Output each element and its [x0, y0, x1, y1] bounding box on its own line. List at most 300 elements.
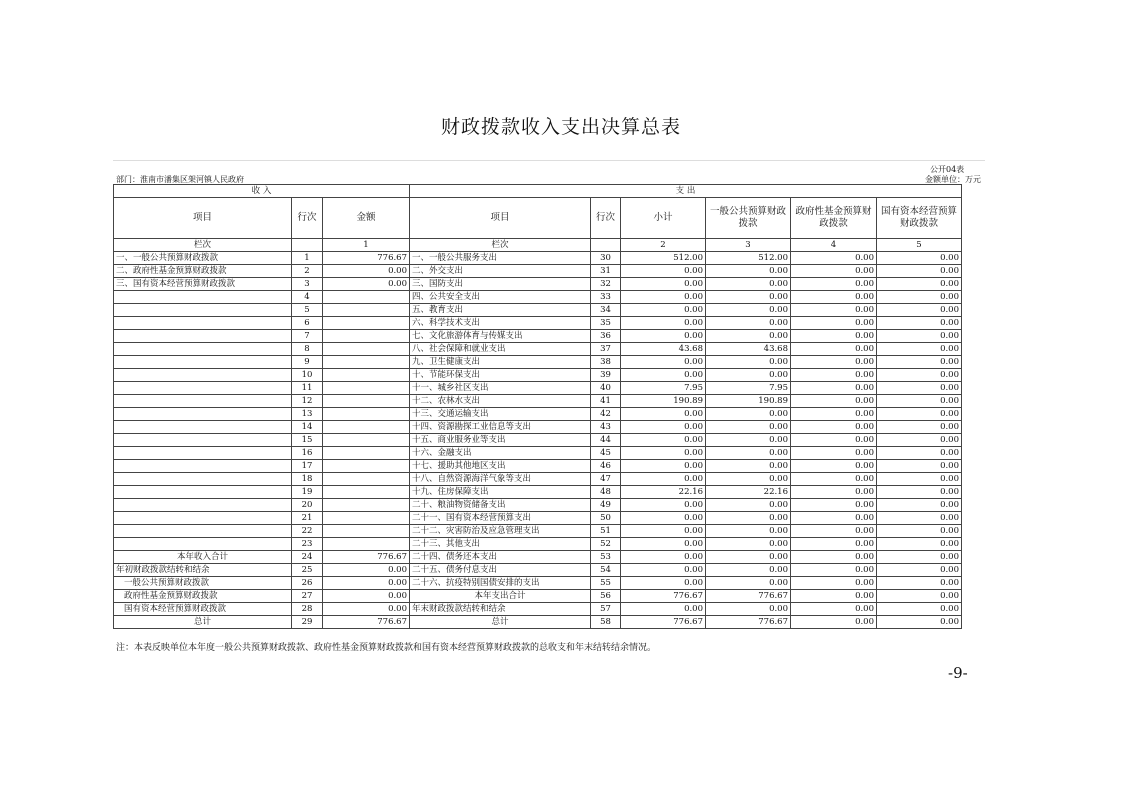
- income-amount: 776.67: [323, 252, 410, 265]
- expense-row-no: 55: [591, 577, 621, 590]
- expense-subtotal: 43.68: [621, 343, 706, 356]
- expense-row-no: 42: [591, 408, 621, 421]
- expense-fund: 0.00: [791, 395, 877, 408]
- income-item: [114, 408, 292, 421]
- expense-row-no: 35: [591, 317, 621, 330]
- expense-state: 0.00: [877, 473, 962, 486]
- expense-subtotal: 7.95: [621, 382, 706, 395]
- expense-state: 0.00: [877, 356, 962, 369]
- income-amount: [323, 343, 410, 356]
- expense-row-no: 36: [591, 330, 621, 343]
- income-amount: [323, 356, 410, 369]
- col-row2: 行次: [591, 198, 621, 239]
- expense-general: 0.00: [706, 317, 791, 330]
- table-row: [114, 590, 962, 603]
- blank-cell: [292, 239, 323, 252]
- expense-item: 二十一、国有资本经营预算支出: [410, 512, 591, 525]
- income-row-no: 19: [292, 486, 323, 499]
- expense-row-no: 47: [591, 473, 621, 486]
- income-row-no: 5: [292, 304, 323, 317]
- income-row-no: 22: [292, 525, 323, 538]
- expense-item: 十六、金融支出: [410, 447, 591, 460]
- expense-item: 二、外交支出: [410, 265, 591, 278]
- income-row-no: 21: [292, 512, 323, 525]
- expense-general: 0.00: [706, 265, 791, 278]
- expense-state: 0.00: [877, 369, 962, 382]
- col-item: 项目: [114, 198, 292, 239]
- expense-item: 一、一般公共服务支出: [410, 252, 591, 265]
- expense-state: 0.00: [877, 512, 962, 525]
- expense-fund: 0.00: [791, 603, 877, 616]
- expense-subtotal: 0.00: [621, 551, 706, 564]
- expense-row-no: 30: [591, 252, 621, 265]
- expense-row-no: 52: [591, 538, 621, 551]
- income-row-no: 17: [292, 460, 323, 473]
- income-amount: [323, 486, 410, 499]
- expense-state: 0.00: [877, 330, 962, 343]
- table-row: [114, 538, 962, 551]
- expense-item: 二十、粮油物资储备支出: [410, 499, 591, 512]
- expense-subtotal: 0.00: [621, 291, 706, 304]
- income-item: [114, 486, 292, 499]
- expense-row-no: 57: [591, 603, 621, 616]
- expense-item: 七、文化旅游体育与传媒支出: [410, 330, 591, 343]
- expense-row-no: 54: [591, 564, 621, 577]
- expense-subtotal: 0.00: [621, 603, 706, 616]
- num-2: 2: [621, 239, 706, 252]
- income-row-no: 15: [292, 434, 323, 447]
- expense-general: 22.16: [706, 486, 791, 499]
- col-amount: 金额: [323, 198, 410, 239]
- income-row-no: 28: [292, 603, 323, 616]
- expense-general: 0.00: [706, 499, 791, 512]
- income-amount: 0.00: [323, 564, 410, 577]
- expense-item: 八、社会保障和就业支出: [410, 343, 591, 356]
- income-amount: 0.00: [323, 278, 410, 291]
- expense-state: 0.00: [877, 278, 962, 291]
- expense-subtotal: 22.16: [621, 486, 706, 499]
- expense-row-no: 49: [591, 499, 621, 512]
- income-amount: 0.00: [323, 577, 410, 590]
- expense-fund: 0.00: [791, 265, 877, 278]
- num-5: 5: [877, 239, 962, 252]
- table-row: [114, 278, 962, 291]
- income-item: [114, 421, 292, 434]
- header-row-numbers: [114, 239, 962, 252]
- expense-general: 190.89: [706, 395, 791, 408]
- unit-label: 金额单位：万元: [925, 175, 981, 184]
- expense-general: 7.95: [706, 382, 791, 395]
- income-row-no: 3: [292, 278, 323, 291]
- expense-row-no: 32: [591, 278, 621, 291]
- expense-subtotal: 0.00: [621, 434, 706, 447]
- table-row: [114, 382, 962, 395]
- expense-row-no: 46: [591, 460, 621, 473]
- expense-general: 0.00: [706, 551, 791, 564]
- income-row-no: 25: [292, 564, 323, 577]
- expense-general: 0.00: [706, 421, 791, 434]
- expense-fund: 0.00: [791, 538, 877, 551]
- expense-item: 十一、城乡社区支出: [410, 382, 591, 395]
- table-row: [114, 551, 962, 564]
- income-row-no: 20: [292, 499, 323, 512]
- num-1: 1: [323, 239, 410, 252]
- income-row-no: 29: [292, 616, 323, 629]
- expense-state: 0.00: [877, 564, 962, 577]
- expense-state: 0.00: [877, 538, 962, 551]
- expense-general: 0.00: [706, 538, 791, 551]
- expense-state: 0.00: [877, 447, 962, 460]
- expense-item: 十三、交通运输支出: [410, 408, 591, 421]
- expense-fund: 0.00: [791, 564, 877, 577]
- table-row: [114, 304, 962, 317]
- expense-subtotal: 0.00: [621, 473, 706, 486]
- income-amount: [323, 369, 410, 382]
- income-item: [114, 447, 292, 460]
- expense-row-no: 31: [591, 265, 621, 278]
- expense-item: 二十五、债务付息支出: [410, 564, 591, 577]
- income-item: [114, 369, 292, 382]
- expense-item: 九、卫生健康支出: [410, 356, 591, 369]
- income-amount: [323, 421, 410, 434]
- expense-general: 0.00: [706, 304, 791, 317]
- income-row-no: 11: [292, 382, 323, 395]
- expense-fund: 0.00: [791, 252, 877, 265]
- income-row-no: 16: [292, 447, 323, 460]
- expense-item: 年末财政拨款结转和结余: [410, 603, 591, 616]
- expense-row-no: 39: [591, 369, 621, 382]
- table-row: [114, 434, 962, 447]
- expense-general: 0.00: [706, 291, 791, 304]
- income-item: [114, 460, 292, 473]
- income-item: 年初财政拨款结转和结余: [114, 564, 292, 577]
- expense-general: 0.00: [706, 460, 791, 473]
- expense-item: 十、节能环保支出: [410, 369, 591, 382]
- expense-subtotal: 0.00: [621, 447, 706, 460]
- expense-item: 二十三、其他支出: [410, 538, 591, 551]
- income-item: 一般公共预算财政拨款: [114, 577, 292, 590]
- expense-row-no: 53: [591, 551, 621, 564]
- table-row: [114, 577, 962, 590]
- income-row-no: 10: [292, 369, 323, 382]
- expense-subtotal: 512.00: [621, 252, 706, 265]
- expense-state: 0.00: [877, 499, 962, 512]
- income-row-no: 4: [292, 291, 323, 304]
- income-item: [114, 317, 292, 330]
- income-row-no: 1: [292, 252, 323, 265]
- income-item: [114, 330, 292, 343]
- table-row: [114, 330, 962, 343]
- expense-item: 十四、资源勘探工业信息等支出: [410, 421, 591, 434]
- expense-fund: 0.00: [791, 447, 877, 460]
- fiscal-table: [113, 184, 962, 629]
- expense-general: 0.00: [706, 434, 791, 447]
- expense-general: 0.00: [706, 356, 791, 369]
- expense-item: 二十二、灾害防治及应急管理支出: [410, 525, 591, 538]
- income-row-no: 9: [292, 356, 323, 369]
- expense-subtotal: 776.67: [621, 590, 706, 603]
- header-row-columns: [114, 198, 962, 239]
- income-amount: [323, 304, 410, 317]
- income-amount: 776.67: [323, 616, 410, 629]
- expense-fund: 0.00: [791, 278, 877, 291]
- table-row: [114, 499, 962, 512]
- expense-item: 十二、农林水支出: [410, 395, 591, 408]
- expense-state: 0.00: [877, 382, 962, 395]
- footnote: 注：本表反映单位本年度一般公共预算财政拨款、政府性基金预算财政拨款和国有资本经营预算财政拨款的总收支和年末结转结余情况。: [116, 643, 657, 653]
- income-row-no: 8: [292, 343, 323, 356]
- expense-fund: 0.00: [791, 434, 877, 447]
- expense-fund: 0.00: [791, 330, 877, 343]
- income-item: [114, 304, 292, 317]
- table-row: [114, 525, 962, 538]
- expense-general: 0.00: [706, 564, 791, 577]
- income-item: [114, 473, 292, 486]
- expense-fund: 0.00: [791, 577, 877, 590]
- expense-item: 十九、住房保障支出: [410, 486, 591, 499]
- income-amount: [323, 460, 410, 473]
- income-amount: [323, 473, 410, 486]
- expense-fund: 0.00: [791, 473, 877, 486]
- table-row: [114, 460, 962, 473]
- table-row: [114, 408, 962, 421]
- expense-general: 0.00: [706, 603, 791, 616]
- expense-item: 四、公共安全支出: [410, 291, 591, 304]
- expense-fund: 0.00: [791, 499, 877, 512]
- table-row: [114, 447, 962, 460]
- income-item: [114, 499, 292, 512]
- income-row-no: 7: [292, 330, 323, 343]
- income-amount: [323, 395, 410, 408]
- expense-item: 二十六、抗疫特别国债安排的支出: [410, 577, 591, 590]
- income-item: [114, 538, 292, 551]
- income-amount: 0.00: [323, 265, 410, 278]
- expense-item: 十七、援助其他地区支出: [410, 460, 591, 473]
- expense-fund: 0.00: [791, 590, 877, 603]
- col-row: 行次: [292, 198, 323, 239]
- expense-item: 五、教育支出: [410, 304, 591, 317]
- col-general: 一般公共预算财政拨款: [706, 198, 791, 239]
- expense-general: 0.00: [706, 473, 791, 486]
- col-fund: 政府性基金预算财政拨款: [791, 198, 877, 239]
- expense-general: 776.67: [706, 616, 791, 629]
- expense-subtotal: 0.00: [621, 369, 706, 382]
- expense-item: 三、国防支出: [410, 278, 591, 291]
- expense-subtotal: 0.00: [621, 564, 706, 577]
- expense-subtotal: 0.00: [621, 538, 706, 551]
- expense-subtotal: 0.00: [621, 330, 706, 343]
- expense-fund: 0.00: [791, 408, 877, 421]
- expense-state: 0.00: [877, 590, 962, 603]
- table-row: [114, 252, 962, 265]
- expense-row-no: 45: [591, 447, 621, 460]
- blank-cell: [591, 239, 621, 252]
- income-amount: [323, 317, 410, 330]
- lanci-left: 栏次: [114, 239, 292, 252]
- expense-state: 0.00: [877, 577, 962, 590]
- table-row: [114, 603, 962, 616]
- income-item: [114, 525, 292, 538]
- expense-fund: 0.00: [791, 291, 877, 304]
- expense-subtotal: 0.00: [621, 499, 706, 512]
- income-row-no: 12: [292, 395, 323, 408]
- expense-row-no: 51: [591, 525, 621, 538]
- income-amount: [323, 499, 410, 512]
- income-amount: [323, 512, 410, 525]
- expense-row-no: 48: [591, 486, 621, 499]
- expense-state: 0.00: [877, 486, 962, 499]
- expense-state: 0.00: [877, 265, 962, 278]
- lanci-right: 栏次: [410, 239, 591, 252]
- expense-header: 支 出: [410, 185, 962, 198]
- income-row-no: 23: [292, 538, 323, 551]
- expense-row-no: 40: [591, 382, 621, 395]
- expense-general: 0.00: [706, 369, 791, 382]
- expense-general: 0.00: [706, 525, 791, 538]
- table-row: [114, 369, 962, 382]
- expense-row-no: 33: [591, 291, 621, 304]
- expense-state: 0.00: [877, 408, 962, 421]
- income-item: 一、一般公共预算财政拨款: [114, 252, 292, 265]
- expense-row-no: 43: [591, 421, 621, 434]
- income-header: 收 入: [114, 185, 410, 198]
- income-amount: 776.67: [323, 551, 410, 564]
- income-amount: [323, 330, 410, 343]
- expense-general: 0.00: [706, 577, 791, 590]
- income-amount: [323, 291, 410, 304]
- income-item: 本年收入合计: [114, 551, 292, 564]
- expense-fund: 0.00: [791, 551, 877, 564]
- expense-subtotal: 0.00: [621, 265, 706, 278]
- expense-fund: 0.00: [791, 616, 877, 629]
- expense-fund: 0.00: [791, 382, 877, 395]
- expense-state: 0.00: [877, 343, 962, 356]
- expense-fund: 0.00: [791, 317, 877, 330]
- header-row-sections: [114, 185, 962, 198]
- expense-subtotal: 0.00: [621, 317, 706, 330]
- table-row: [114, 421, 962, 434]
- expense-state: 0.00: [877, 291, 962, 304]
- expense-general: 512.00: [706, 252, 791, 265]
- income-amount: [323, 447, 410, 460]
- col-subtotal: 小计: [621, 198, 706, 239]
- expense-state: 0.00: [877, 304, 962, 317]
- expense-fund: 0.00: [791, 304, 877, 317]
- expense-fund: 0.00: [791, 369, 877, 382]
- expense-general: 0.00: [706, 278, 791, 291]
- expense-row-no: 56: [591, 590, 621, 603]
- table-row: [114, 486, 962, 499]
- income-row-no: 27: [292, 590, 323, 603]
- expense-state: 0.00: [877, 616, 962, 629]
- expense-state: 0.00: [877, 252, 962, 265]
- expense-fund: 0.00: [791, 460, 877, 473]
- expense-item: 本年支出合计: [410, 590, 591, 603]
- table-row: [114, 343, 962, 356]
- expense-row-no: 44: [591, 434, 621, 447]
- table-row: [114, 512, 962, 525]
- expense-subtotal: 0.00: [621, 460, 706, 473]
- expense-fund: 0.00: [791, 356, 877, 369]
- expense-subtotal: 0.00: [621, 577, 706, 590]
- num-3: 3: [706, 239, 791, 252]
- income-row-no: 2: [292, 265, 323, 278]
- table-row: [114, 564, 962, 577]
- income-item: 三、国有资本经营预算财政拨款: [114, 278, 292, 291]
- expense-subtotal: 0.00: [621, 278, 706, 291]
- expense-fund: 0.00: [791, 486, 877, 499]
- department-label: 部门：淮南市潘集区架河镇人民政府: [116, 175, 244, 184]
- table-row: [114, 317, 962, 330]
- income-row-no: 6: [292, 317, 323, 330]
- income-amount: [323, 538, 410, 551]
- col-item2: 项目: [410, 198, 591, 239]
- income-item: 总计: [114, 616, 292, 629]
- income-amount: [323, 408, 410, 421]
- expense-item: 十八、自然资源海洋气象等支出: [410, 473, 591, 486]
- expense-fund: 0.00: [791, 512, 877, 525]
- expense-state: 0.00: [877, 395, 962, 408]
- expense-state: 0.00: [877, 551, 962, 564]
- expense-general: 0.00: [706, 512, 791, 525]
- num-4: 4: [791, 239, 877, 252]
- income-amount: 0.00: [323, 603, 410, 616]
- expense-subtotal: 190.89: [621, 395, 706, 408]
- income-item: 国有资本经营预算财政拨款: [114, 603, 292, 616]
- expense-general: 0.00: [706, 408, 791, 421]
- page-number: -9-: [948, 664, 968, 682]
- income-item: [114, 434, 292, 447]
- income-row-no: 14: [292, 421, 323, 434]
- income-item: [114, 512, 292, 525]
- expense-subtotal: 0.00: [621, 525, 706, 538]
- income-row-no: 24: [292, 551, 323, 564]
- page-title: 财政拨款收入支出决算总表: [440, 116, 681, 138]
- income-item: [114, 291, 292, 304]
- expense-subtotal: 0.00: [621, 408, 706, 421]
- expense-item: 二十四、债务还本支出: [410, 551, 591, 564]
- table-row: [114, 395, 962, 408]
- expense-fund: 0.00: [791, 421, 877, 434]
- expense-general: 776.67: [706, 590, 791, 603]
- expense-row-no: 34: [591, 304, 621, 317]
- expense-general: 0.00: [706, 447, 791, 460]
- expense-state: 0.00: [877, 525, 962, 538]
- expense-item: 总计: [410, 616, 591, 629]
- expense-general: 43.68: [706, 343, 791, 356]
- income-row-no: 18: [292, 473, 323, 486]
- table-row: [114, 473, 962, 486]
- table-body: [114, 252, 962, 629]
- expense-subtotal: 776.67: [621, 616, 706, 629]
- expense-subtotal: 0.00: [621, 512, 706, 525]
- income-item: [114, 382, 292, 395]
- income-amount: [323, 525, 410, 538]
- expense-fund: 0.00: [791, 343, 877, 356]
- expense-item: 十五、商业服务业等支出: [410, 434, 591, 447]
- form-code: 公开04表: [930, 165, 965, 174]
- expense-general: 0.00: [706, 330, 791, 343]
- expense-state: 0.00: [877, 603, 962, 616]
- expense-row-no: 58: [591, 616, 621, 629]
- income-item: [114, 343, 292, 356]
- table-row: [114, 265, 962, 278]
- expense-state: 0.00: [877, 421, 962, 434]
- income-row-no: 26: [292, 577, 323, 590]
- income-item: 二、政府性基金预算财政拨款: [114, 265, 292, 278]
- expense-state: 0.00: [877, 460, 962, 473]
- table-row: [114, 291, 962, 304]
